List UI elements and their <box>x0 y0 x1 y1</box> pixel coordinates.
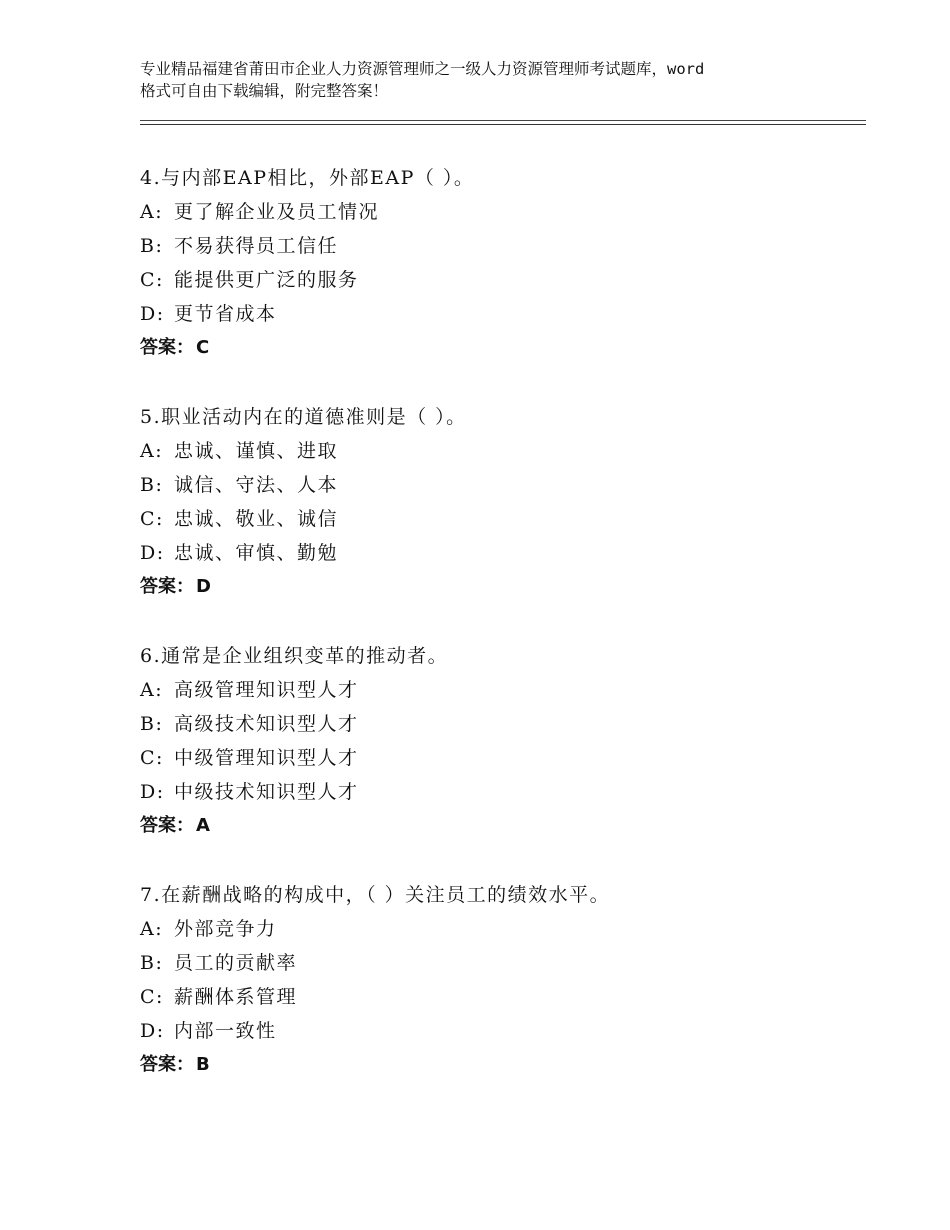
question-block <box>140 639 860 843</box>
header-divider-thick <box>140 124 866 125</box>
answer-label: 答案： <box>140 576 194 597</box>
question-text: 6.通常是企业组织变革的推动者。 <box>140 645 449 667</box>
option-letter: C: <box>140 269 164 291</box>
option-a <box>140 195 860 229</box>
option-text: 忠诚、敬业、诚信 <box>174 508 339 530</box>
question-text: 4.与内部EAP相比，外部EAP（ ）。 <box>140 167 475 189</box>
option-b <box>140 468 860 502</box>
option-a <box>140 673 860 707</box>
option-c <box>140 741 860 775</box>
option-b <box>140 707 860 741</box>
answer-value: C <box>196 337 210 358</box>
option-text: 高级管理知识型人才 <box>174 679 359 701</box>
option-letter: B: <box>140 474 164 496</box>
option-b <box>140 946 860 980</box>
option-text: 诚信、守法、人本 <box>174 474 339 496</box>
option-text: 更了解企业及员工情况 <box>174 201 380 223</box>
option-letter: B: <box>140 235 164 257</box>
option-text: 员工的贡献率 <box>174 952 298 974</box>
option-d <box>140 536 860 570</box>
answer-line <box>140 1048 860 1082</box>
answer-label: 答案： <box>140 1054 194 1075</box>
option-a <box>140 434 860 468</box>
header-line-1: 专业精品福建省莆田市企业人力资源管理师之一级人力资源管理师考试题库，word <box>140 60 705 78</box>
option-text: 不易获得员工信任 <box>174 235 339 257</box>
option-text: 外部竞争力 <box>174 918 277 940</box>
option-c <box>140 263 860 297</box>
option-letter: C: <box>140 986 164 1008</box>
question-block <box>140 161 860 365</box>
answer-value: A <box>196 815 210 836</box>
option-letter: B: <box>140 713 164 735</box>
option-text: 忠诚、审慎、勤勉 <box>174 542 339 564</box>
option-text: 忠诚、谨慎、进取 <box>174 440 339 462</box>
option-letter: A: <box>140 440 164 462</box>
option-text: 薪酬体系管理 <box>174 986 298 1008</box>
question-text: 7.在薪酬战略的构成中，（ ）关注员工的绩效水平。 <box>140 884 611 906</box>
option-text: 高级技术知识型人才 <box>174 713 359 735</box>
answer-label: 答案： <box>140 815 194 836</box>
answer-line <box>140 331 860 365</box>
answer-line <box>140 809 860 843</box>
option-text: 中级管理知识型人才 <box>174 747 359 769</box>
option-text: 能提供更广泛的服务 <box>174 269 359 291</box>
option-c <box>140 502 860 536</box>
document-header <box>140 58 830 102</box>
option-letter: B: <box>140 952 164 974</box>
option-text: 更节省成本 <box>174 303 277 325</box>
option-d <box>140 297 860 331</box>
option-letter: D: <box>140 542 165 564</box>
question-text: 5.职业活动内在的道德准则是（ ）。 <box>140 406 467 428</box>
answer-line <box>140 570 860 604</box>
option-text: 中级技术知识型人才 <box>174 781 359 803</box>
answer-value: B <box>196 1054 210 1075</box>
option-letter: C: <box>140 508 164 530</box>
answer-value: D <box>196 576 211 597</box>
option-text: 内部一致性 <box>174 1020 277 1042</box>
option-letter: D: <box>140 781 165 803</box>
option-d <box>140 1014 860 1048</box>
option-letter: D: <box>140 303 165 325</box>
option-d <box>140 775 860 809</box>
option-b <box>140 229 860 263</box>
option-letter: A: <box>140 201 164 223</box>
question-block <box>140 878 860 1082</box>
option-a <box>140 912 860 946</box>
question-block <box>140 400 860 604</box>
header-line-2: 格式可自由下载编辑，附完整答案！ <box>140 82 389 100</box>
option-letter: A: <box>140 918 164 940</box>
option-letter: C: <box>140 747 164 769</box>
option-letter: A: <box>140 679 164 701</box>
option-c <box>140 980 860 1014</box>
header-divider-thin <box>140 120 866 121</box>
answer-label: 答案： <box>140 337 194 358</box>
option-letter: D: <box>140 1020 165 1042</box>
